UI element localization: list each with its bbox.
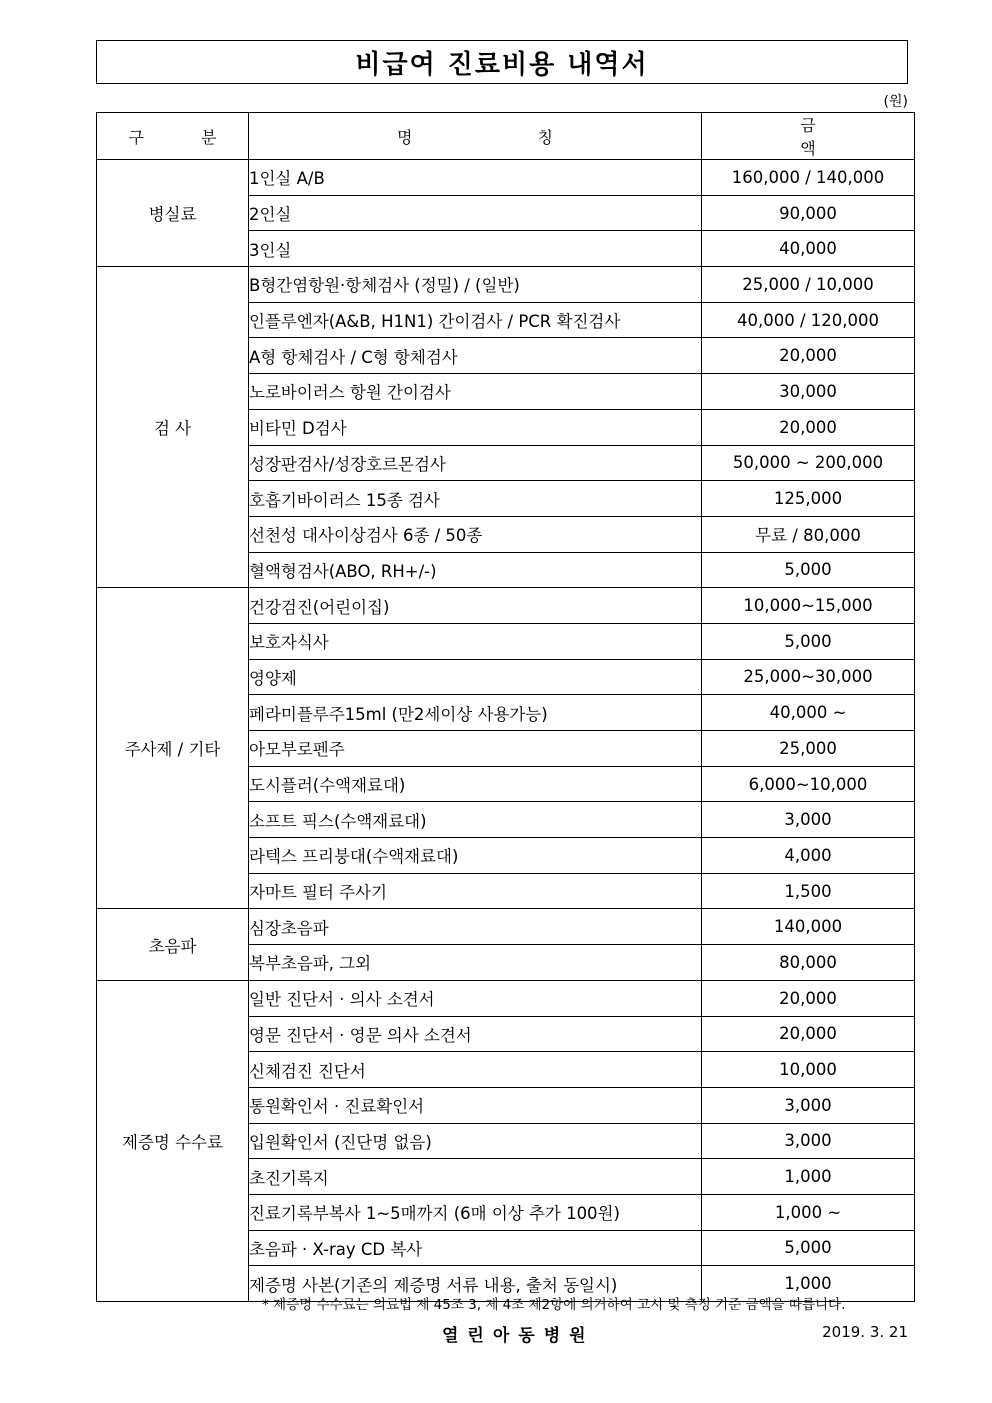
item-amount-cell: 3,000: [702, 1087, 915, 1123]
item-name-cell: 영문 진단서 · 영문 의사 소견서: [249, 1016, 702, 1052]
table-row: [97, 267, 915, 303]
item-name-cell: 초진기록지: [249, 1159, 702, 1195]
fee-table: [96, 112, 915, 1302]
item-amount-cell: 25,000~30,000: [702, 659, 915, 695]
item-amount-cell: 20,000: [702, 338, 915, 374]
item-name-cell: 노로바이러스 항원 간이검사: [249, 374, 702, 410]
item-name-cell: A형 항체검사 / C형 항체검사: [249, 338, 702, 374]
item-amount-cell: 140,000: [702, 909, 915, 945]
category-cell: 주사제 / 기타: [97, 588, 249, 909]
item-name-cell: 통원확인서 · 진료확인서: [249, 1087, 702, 1123]
item-amount-cell: 20,000: [702, 409, 915, 445]
item-name-cell: 도시플러(수액재료대): [249, 766, 702, 802]
item-name-cell: 인플루엔자(A&B, H1N1) 간이검사 / PCR 확진검사: [249, 302, 702, 338]
item-amount-cell: 90,000: [702, 195, 915, 231]
item-name-cell: 혈액형검사(ABO, RH+/-): [249, 552, 702, 588]
item-amount-cell: 1,000: [702, 1159, 915, 1195]
unit-label: (원): [883, 94, 908, 110]
item-amount-cell: 1,000: [702, 1266, 915, 1302]
item-name-cell: 아모부로펜주: [249, 731, 702, 767]
item-name-cell: 3인실: [249, 231, 702, 267]
item-amount-cell: 1,500: [702, 873, 915, 909]
item-name-cell: 페라미플루주15ml (만2세이상 사용가능): [249, 695, 702, 731]
item-amount-cell: 160,000 / 140,000: [702, 160, 915, 196]
table-row: [97, 980, 915, 1016]
item-name-cell: 선천성 대사이상검사 6종 / 50종: [249, 516, 702, 552]
item-amount-cell: 3,000: [702, 802, 915, 838]
item-amount-cell: 5,000: [702, 1230, 915, 1266]
item-amount-cell: 40,000 / 120,000: [702, 302, 915, 338]
item-name-cell: 제증명 사본(기존의 제증명 서류 내용, 출처 동일시): [249, 1266, 702, 1302]
item-name-cell: 신체검진 진단서: [249, 1052, 702, 1088]
item-name-cell: 라텍스 프리붕대(수액재료대): [249, 838, 702, 874]
item-amount-cell: 4,000: [702, 838, 915, 874]
item-name-cell: 호흡기바이러스 15종 검사: [249, 481, 702, 517]
item-name-cell: 영양제: [249, 659, 702, 695]
table-row: [97, 160, 915, 196]
category-cell: 제증명 수수료: [97, 980, 249, 1301]
header-name: 명 칭: [249, 113, 702, 160]
item-amount-cell: 3,000: [702, 1123, 915, 1159]
item-amount-cell: 30,000: [702, 374, 915, 410]
item-name-cell: 1인실 A/B: [249, 160, 702, 196]
table-row: [97, 588, 915, 624]
item-amount-cell: 10,000~15,000: [702, 588, 915, 624]
item-amount-cell: 40,000 ~: [702, 695, 915, 731]
item-name-cell: 심장초음파: [249, 909, 702, 945]
fee-table-body: [97, 160, 915, 1302]
item-amount-cell: 50,000 ~ 200,000: [702, 445, 915, 481]
item-amount-cell: 40,000: [702, 231, 915, 267]
item-name-cell: 보호자식사: [249, 623, 702, 659]
item-name-cell: 성장판검사/성장호르몬검사: [249, 445, 702, 481]
item-name-cell: 건강검진(어린이집): [249, 588, 702, 624]
item-name-cell: 일반 진단서 · 의사 소견서: [249, 980, 702, 1016]
item-amount-cell: 1,000 ~: [702, 1194, 915, 1230]
hospital-name: 열린아동병원: [442, 1326, 595, 1346]
item-amount-cell: 무료 / 80,000: [702, 516, 915, 552]
table-header-row: [97, 113, 915, 160]
item-amount-cell: 25,000: [702, 731, 915, 767]
item-amount-cell: 80,000: [702, 945, 915, 981]
item-amount-cell: 6,000~10,000: [702, 766, 915, 802]
item-name-cell: 비타민 D검사: [249, 409, 702, 445]
item-name-cell: 2인실: [249, 195, 702, 231]
item-name-cell: 자마트 필터 주사기: [249, 873, 702, 909]
item-name-cell: 입원확인서 (진단명 없음): [249, 1123, 702, 1159]
item-amount-cell: 20,000: [702, 1016, 915, 1052]
item-amount-cell: 25,000 / 10,000: [702, 267, 915, 303]
header-category: 구 분: [97, 113, 249, 160]
category-cell: 초음파: [97, 909, 249, 980]
category-cell: 병실료: [97, 160, 249, 267]
item-amount-cell: 10,000: [702, 1052, 915, 1088]
document-title: 비급여 진료비용 내역서: [96, 40, 908, 84]
table-row: [97, 909, 915, 945]
item-amount-cell: 20,000: [702, 980, 915, 1016]
document-date: 2019. 3. 21: [822, 1323, 908, 1341]
item-name-cell: 초음파 · X-ray CD 복사: [249, 1230, 702, 1266]
item-name-cell: 소프트 픽스(수액재료대): [249, 802, 702, 838]
item-name-cell: 진료기록부복사 1~5매까지 (6매 이상 추가 100원): [249, 1194, 702, 1230]
item-name-cell: B형간염항원·항체검사 (정밀) / (일반): [249, 267, 702, 303]
footnote: * 제증명 수수료는 의료법 제 45조 3, 제 4조 제2항에 의거하여 고시 및 측정 기준 금액을 따릅니다.: [262, 1297, 846, 1313]
item-amount-cell: 5,000: [702, 623, 915, 659]
item-name-cell: 복부초음파, 그외: [249, 945, 702, 981]
category-cell: 검 사: [97, 267, 249, 588]
item-amount-cell: 125,000: [702, 481, 915, 517]
item-amount-cell: 5,000: [702, 552, 915, 588]
header-amount: 금 액: [702, 113, 915, 160]
